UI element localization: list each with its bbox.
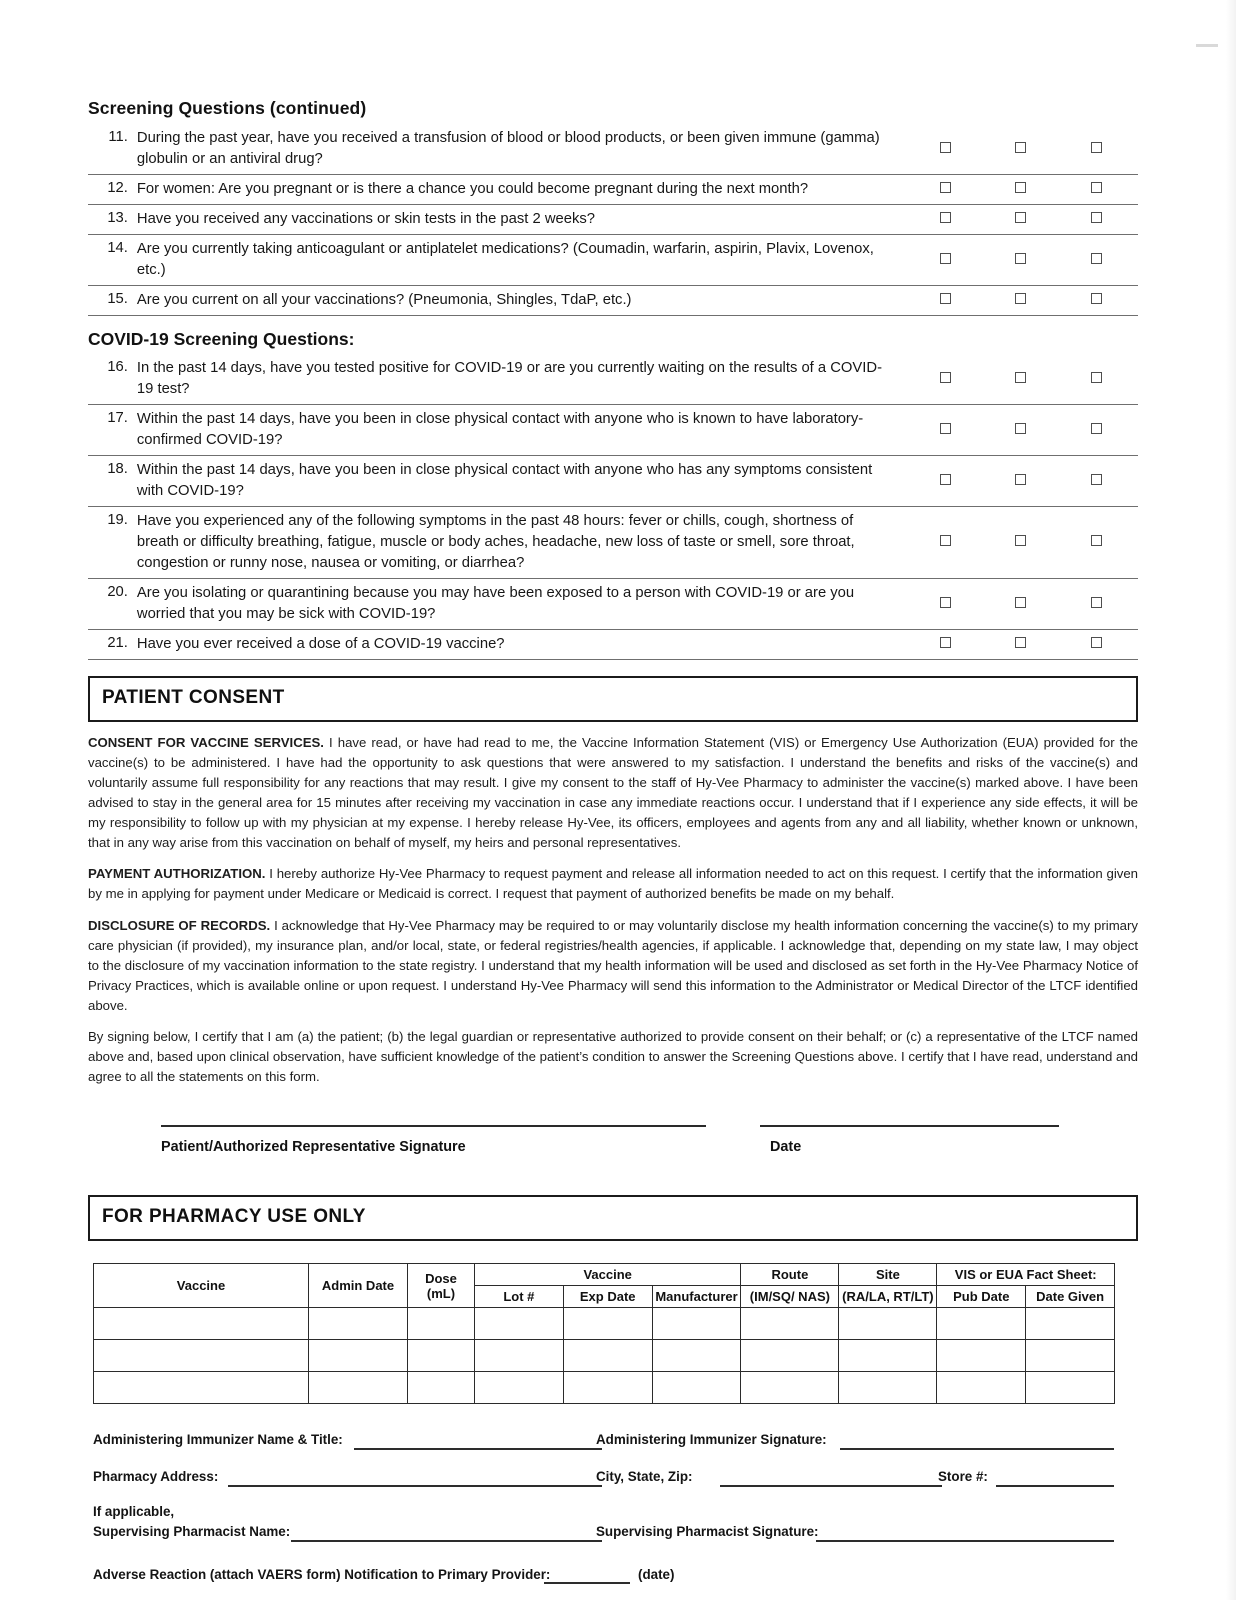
question-checkbox-col2[interactable] [987, 124, 1055, 175]
consent-paragraph-body: I have read, or have had read to me, the Vaccine Information Statement (VIS) or Emergency Use Authorization (EUA) provided for the vaccine(s) to be administered. I have had the opportunity to ask questions that were answered to my satisfaction. I understand the benefits and risks of the vaccine(s) and voluntarily assume full responsibility for any reactions that may result. I give my consent to the staff of Hy-Vee Pharmacy to administer the vaccine(s) marked above. I have been advised to stay in the general area for 15 minutes after receiving my vaccination in case any immediate reactions occur. I understand that if I experience any side effects, it will be my responsibility to follow up with my physician at my expense. I hereby release Hy-Vee, its officers, employees and agents from any and all liability, whether known or unknown, that in any way arise from this vaccination on behalf of myself, my heirs and personal representatives. [88, 735, 1139, 851]
checkbox-icon[interactable] [1015, 423, 1026, 434]
question-checkbox-col1[interactable] [905, 205, 987, 235]
label-adverse-reaction: Adverse Reaction (attach VAERS form) Notification to Primary Provider: [93, 1567, 551, 1582]
pharmacy-table-wrap [88, 1263, 1138, 1404]
consent-paragraph-body: By signing below, I certify that I am (a) the patient; (b) the legal guardian or representative authorized to provide consent on their behalf; or (c) a representative of the LTCF named above and, based upon clinical observation, have sufficient knowledge of the patient’s condition to answer the Screening Questions above. I certify that I have read, understand and agree to all the statements on this form. [88, 1028, 1138, 1084]
consent-paragraph-lead: PAYMENT AUTHORIZATION. [88, 866, 266, 882]
pharmacy-use-table [93, 1263, 1115, 1404]
checkbox-icon[interactable] [1015, 535, 1026, 546]
col-header-date-given: Date Given [1026, 1286, 1115, 1308]
question-checkbox-col2[interactable] [987, 205, 1055, 235]
patient-consent-banner [88, 676, 1138, 722]
question-checkbox-col3[interactable] [1054, 205, 1138, 235]
cell-vaccine[interactable] [94, 1340, 309, 1372]
pharmacy-use-title: FOR PHARMACY USE ONLY [102, 1206, 366, 1227]
col-header-dose [408, 1264, 475, 1308]
cell-admin-date[interactable] [309, 1372, 408, 1404]
checkbox-icon[interactable] [1015, 474, 1026, 485]
label-immunizer-name: Administering Immunizer Name & Title: [93, 1432, 343, 1447]
covid-questions-table [88, 354, 1138, 660]
table-row [94, 1340, 1115, 1372]
question-checkbox-col3[interactable] [1054, 354, 1138, 405]
input-immunizer-name[interactable] [354, 1448, 602, 1450]
col-header-exp-date: Exp Date [563, 1286, 652, 1308]
checkbox-icon[interactable] [1015, 372, 1026, 383]
table-row [94, 1308, 1115, 1340]
label-store-number: Store #: [938, 1469, 988, 1484]
cell-date-given[interactable] [1026, 1340, 1115, 1372]
cell-pub-date[interactable] [937, 1308, 1026, 1340]
checkbox-icon[interactable] [1091, 535, 1102, 546]
question-number: 13. [107, 210, 128, 226]
pharmacy-table-body [94, 1308, 1115, 1404]
pharmacy-use-banner [88, 1195, 1138, 1241]
checkbox-icon[interactable] [1015, 212, 1026, 223]
checkbox-icon[interactable] [1091, 142, 1102, 153]
consent-paragraph [88, 916, 1138, 1016]
covid-screening-heading: COVID-19 Screening Questions: [88, 329, 355, 349]
checkbox-icon[interactable] [1091, 474, 1102, 485]
checkbox-icon[interactable] [1091, 182, 1102, 193]
table-row [88, 235, 1138, 286]
checkbox-icon[interactable] [1015, 637, 1026, 648]
table-row [88, 124, 1138, 175]
input-supervising-signature[interactable] [816, 1540, 1114, 1542]
question-text: In the past 14 days, have you tested positive for COVID-19 or are you currently waiting on the results of a COVID-19 test? [136, 360, 883, 397]
consent-text-block [88, 733, 1138, 1087]
cell-vaccine[interactable] [94, 1372, 309, 1404]
cell-date-given[interactable] [1026, 1308, 1115, 1340]
cell-lot[interactable] [475, 1340, 564, 1372]
covid-questions-body [88, 354, 1138, 660]
pharmacy-header-row-1 [94, 1264, 1115, 1286]
question-checkbox-col2[interactable] [987, 456, 1055, 507]
question-checkbox-col1[interactable] [905, 175, 987, 205]
table-row [88, 579, 1138, 630]
label-supervising-name: Supervising Pharmacist Name: [93, 1524, 291, 1539]
question-text: Have you ever received a dose of a COVID-19 vaccine? [136, 636, 505, 652]
question-text: Within the past 14 days, have you been in close physical contact with anyone who has any symptoms consistent with COVID-19? [136, 462, 873, 499]
question-number: 21. [107, 635, 128, 651]
consent-paragraph [88, 733, 1138, 853]
checkbox-icon[interactable] [940, 423, 951, 434]
signature-label: Patient/Authorized Representative Signature [161, 1139, 466, 1155]
cell-lot[interactable] [475, 1308, 564, 1340]
question-checkbox-col1[interactable] [905, 124, 987, 175]
checkbox-icon[interactable] [940, 293, 951, 304]
question-checkbox-col3[interactable] [1054, 235, 1138, 286]
cell-pub-date[interactable] [937, 1372, 1026, 1404]
label-pharmacy-address: Pharmacy Address: [93, 1469, 219, 1484]
checkbox-icon[interactable] [1091, 253, 1102, 264]
question-text: Have you received any vaccinations or skin tests in the past 2 weeks? [136, 211, 596, 227]
question-text: Are you currently taking anticoagulant or antiplatelet medications? (Coumadin, warfarin, aspirin, Plavix, Lovenox, etc.) [136, 241, 874, 278]
input-pharmacy-address[interactable] [228, 1485, 602, 1487]
question-text: Are you current on all your vaccinations? (Pneumonia, Shingles, TdaP, etc.) [136, 292, 632, 308]
question-checkbox-col1[interactable] [905, 354, 987, 405]
scan-artifact-mark [1196, 44, 1218, 47]
input-adverse-reaction-date[interactable] [544, 1582, 630, 1584]
question-checkbox-col1[interactable] [905, 630, 987, 660]
col-header-site: Site [839, 1264, 937, 1286]
col-header-site-sub: (RA/LA, RT/LT) [839, 1286, 937, 1308]
cell-dose[interactable] [408, 1308, 475, 1340]
screening-questions-table [88, 124, 1138, 316]
checkbox-icon[interactable] [1091, 597, 1102, 608]
table-row [88, 175, 1138, 205]
signature-area [88, 1117, 1138, 1179]
consent-paragraph [88, 864, 1138, 904]
cell-route[interactable] [741, 1340, 839, 1372]
checkbox-icon[interactable] [1015, 142, 1026, 153]
cell-lot[interactable] [475, 1372, 564, 1404]
label-supervising-signature: Supervising Pharmacist Signature: [596, 1524, 819, 1539]
question-checkbox-col2[interactable] [987, 405, 1055, 456]
question-number: 19. [107, 512, 128, 528]
checkbox-icon[interactable] [1015, 597, 1026, 608]
col-header-vaccine-group: Vaccine [475, 1264, 741, 1286]
checkbox-icon[interactable] [1091, 293, 1102, 304]
question-checkbox-col1[interactable] [905, 286, 987, 316]
question-checkbox-col3[interactable] [1054, 456, 1138, 507]
question-number: 11. [108, 129, 128, 145]
cell-exp-date[interactable] [563, 1308, 652, 1340]
table-row [88, 456, 1138, 507]
question-number: 15. [107, 291, 128, 307]
checkbox-icon[interactable] [1015, 293, 1026, 304]
question-number: 14. [107, 240, 128, 256]
cell-exp-date[interactable] [563, 1340, 652, 1372]
question-text: For women: Are you pregnant or is there a chance you could become pregnant during the next month? [136, 181, 809, 197]
consent-paragraph-body: I acknowledge that Hy-Vee Pharmacy may be required to or may voluntarily disclose my health information concerning the vaccine(s) to my primary care physician (if provided), my insurance plan, and/or local, state, or federal registries/health agencies, if applicable. I acknowledge that, depending on my state law, I may object to the disclosure of my vaccination information to the state registry. I understand that my health information will be used and disclosed as set forth in the Hy-Vee Pharmacy Notice of Privacy Practices, which is available online or upon request. I understand Hy-Vee Pharmacy will send this information to the Administrator or Medical Director of the LTCF identified above. [88, 917, 1138, 1013]
question-checkbox-col3[interactable] [1054, 579, 1138, 630]
col-header-pub-date: Pub Date [937, 1286, 1026, 1308]
checkbox-icon[interactable] [940, 253, 951, 264]
cell-route[interactable] [741, 1372, 839, 1404]
question-number: 12. [107, 180, 128, 196]
question-text: Within the past 14 days, have you been in close physical contact with anyone who is known to have laboratory-confirmed COVID-19? [136, 411, 864, 448]
checkbox-icon[interactable] [940, 637, 951, 648]
question-number: 18. [107, 461, 128, 477]
col-header-lot: Lot # [475, 1286, 564, 1308]
question-checkbox-col3[interactable] [1054, 405, 1138, 456]
table-row [88, 354, 1138, 405]
checkbox-icon[interactable] [1091, 212, 1102, 223]
scan-edge-shadow [1226, 0, 1236, 1600]
checkbox-icon[interactable] [1091, 372, 1102, 383]
cell-manufacturer[interactable] [652, 1372, 741, 1404]
label-city-state-zip: City, State, Zip: [596, 1469, 693, 1484]
col-header-dose-label: Dose [425, 1270, 457, 1286]
question-checkbox-col2[interactable] [987, 579, 1055, 630]
screening-questions-heading: Screening Questions (continued) [88, 98, 367, 118]
checkbox-icon[interactable] [1015, 182, 1026, 193]
question-checkbox-col2[interactable] [987, 175, 1055, 205]
input-immunizer-signature[interactable] [840, 1448, 1114, 1450]
checkbox-icon[interactable] [940, 597, 951, 608]
input-store-number[interactable] [996, 1485, 1114, 1487]
question-checkbox-col3[interactable] [1054, 175, 1138, 205]
col-header-manufacturer: Manufacturer [652, 1286, 741, 1308]
question-number: 16. [107, 359, 128, 375]
cell-admin-date[interactable] [309, 1308, 408, 1340]
checkbox-icon[interactable] [1015, 253, 1026, 264]
cell-site[interactable] [839, 1308, 937, 1340]
consent-paragraph-lead: CONSENT FOR VACCINE SERVICES. [88, 735, 324, 750]
question-checkbox-col3[interactable] [1054, 630, 1138, 660]
checkbox-icon[interactable] [940, 212, 951, 223]
question-checkbox-col2[interactable] [987, 235, 1055, 286]
input-supervising-name[interactable] [291, 1540, 602, 1542]
label-immunizer-signature: Administering Immunizer Signature: [596, 1432, 827, 1447]
question-checkbox-col2[interactable] [987, 630, 1055, 660]
cell-manufacturer[interactable] [652, 1340, 741, 1372]
question-checkbox-col2[interactable] [987, 286, 1055, 316]
question-text: During the past year, have you received a transfusion of blood or blood products, or been given immune (gamma) globulin or an antiviral drug? [136, 130, 880, 167]
table-row [88, 205, 1138, 235]
cell-manufacturer[interactable] [652, 1308, 741, 1340]
signature-line[interactable] [161, 1125, 706, 1127]
question-checkbox-col1[interactable] [905, 579, 987, 630]
question-checkbox-col1[interactable] [905, 235, 987, 286]
cell-vaccine[interactable] [94, 1308, 309, 1340]
checkbox-icon[interactable] [940, 535, 951, 546]
label-adverse-reaction-date-suffix: (date) [638, 1567, 675, 1582]
page-content [88, 98, 1138, 1588]
question-number: 17. [107, 410, 128, 426]
input-city-state-zip[interactable] [720, 1485, 942, 1487]
col-header-vaccine: Vaccine [94, 1264, 309, 1308]
checkbox-icon[interactable] [940, 372, 951, 383]
cell-exp-date[interactable] [563, 1372, 652, 1404]
checkbox-icon[interactable] [940, 182, 951, 193]
pharmacy-table-head [94, 1264, 1115, 1308]
question-checkbox-col1[interactable] [905, 405, 987, 456]
date-label: Date [770, 1139, 802, 1155]
question-number: 20. [107, 584, 128, 600]
screening-questions-body [88, 124, 1138, 316]
pharmacy-fields [88, 1428, 1138, 1588]
label-if-applicable: If applicable, [93, 1504, 175, 1519]
cell-pub-date[interactable] [937, 1340, 1026, 1372]
consent-paragraph-body: I hereby authorize Hy-Vee Pharmacy to request payment and release all information needed to act on this request. I certify that the information given by me in applying for payment under Medicare or Medicaid is correct. I request that payment of authorized benefits be made on my behalf. [88, 866, 1139, 902]
cell-dose[interactable] [408, 1372, 475, 1404]
question-text: Have you experienced any of the following symptoms in the past 48 hours: fever or chills, cough, shortness of breath or difficulty breathing, fatigue, muscle or body aches, headache, new loss of taste or smell, sore throat, congestion or runny nose, nausea or vomiting, or diarrhea? [136, 513, 855, 571]
question-checkbox-col3[interactable] [1054, 286, 1138, 316]
question-checkbox-col1[interactable] [905, 456, 987, 507]
consent-paragraph [88, 1027, 1138, 1087]
col-header-route: Route [741, 1264, 839, 1286]
date-line[interactable] [760, 1125, 1059, 1127]
col-header-route-sub: (IM/SQ/ NAS) [741, 1286, 839, 1308]
col-header-admin-date: Admin Date [309, 1264, 408, 1308]
table-row [88, 405, 1138, 456]
question-text: Are you isolating or quarantining because you may have been exposed to a person with COVID-19 or are you worried that you may be sick with COVID-19? [136, 585, 855, 622]
checkbox-icon[interactable] [1091, 637, 1102, 648]
question-checkbox-col3[interactable] [1054, 124, 1138, 175]
question-checkbox-col2[interactable] [987, 354, 1055, 405]
table-row [88, 630, 1138, 660]
cell-site[interactable] [839, 1372, 937, 1404]
checkbox-icon[interactable] [940, 142, 951, 153]
table-row [94, 1372, 1115, 1404]
checkbox-icon[interactable] [1091, 423, 1102, 434]
col-header-vis-group: VIS or EUA Fact Sheet: [937, 1264, 1115, 1286]
cell-date-given[interactable] [1026, 1372, 1115, 1404]
cell-route[interactable] [741, 1308, 839, 1340]
cell-site[interactable] [839, 1340, 937, 1372]
table-row [88, 507, 1138, 579]
checkbox-icon[interactable] [940, 474, 951, 485]
consent-paragraph-lead: DISCLOSURE OF RECORDS. [88, 917, 271, 933]
question-checkbox-col2[interactable] [987, 507, 1055, 579]
patient-consent-title: PATIENT CONSENT [102, 687, 285, 708]
col-header-dose-unit: (mL) [426, 1285, 456, 1301]
table-row [88, 286, 1138, 316]
question-checkbox-col3[interactable] [1054, 507, 1138, 579]
question-checkbox-col1[interactable] [905, 507, 987, 579]
cell-dose[interactable] [408, 1340, 475, 1372]
cell-admin-date[interactable] [309, 1340, 408, 1372]
